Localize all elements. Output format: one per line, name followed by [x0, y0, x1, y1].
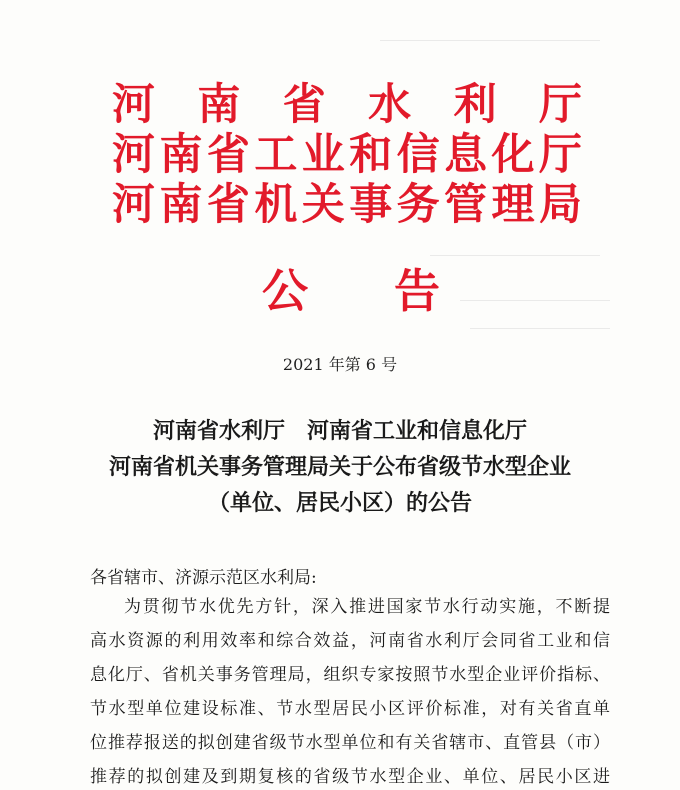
announcement-title-line: （单位、居民小区）的公告	[207, 490, 472, 516]
issuer-char: 事	[349, 180, 393, 230]
issuer-char: 务	[396, 180, 440, 230]
bleed-through-line	[430, 255, 600, 256]
body-text-line: 位推荐报送的拟创建省级节水型单位和有关省辖市、直管县（市）	[90, 733, 610, 753]
announcement-title-line: 河南省水利厅 河南省工业和信息化厅	[152, 418, 527, 444]
document-number: 2021 年第 6 号	[282, 355, 398, 374]
issuer-char: 局	[538, 180, 582, 230]
bleed-through-line	[470, 328, 610, 329]
body-text-line: 推荐的拟创建及到期复核的省级节水型企业、单位、居民小区进	[90, 767, 610, 787]
issuer-char: 厅	[538, 130, 582, 180]
issuer-char: 理	[491, 180, 535, 230]
issuer-char: 省	[206, 130, 250, 180]
salutation: 各省辖市、济源示范区水利局:	[90, 568, 317, 588]
issuer-char: 信	[396, 130, 440, 180]
body-text-line: 节水型单位建设标准、节水型居民小区评价标准，对有关省直单	[90, 699, 610, 719]
issuer-line-industry-it	[112, 132, 582, 178]
issuer-line-office-affairs	[112, 182, 582, 228]
doc-type-char: 公	[262, 264, 308, 318]
issuer-char: 河	[112, 80, 155, 130]
issuer-char: 河	[112, 180, 155, 230]
issuer-char: 管	[444, 180, 488, 230]
issuer-char: 化	[491, 130, 535, 180]
issuer-char: 息	[444, 130, 488, 180]
bleed-through-line	[380, 40, 600, 41]
issuer-char: 和	[349, 130, 393, 180]
issuer-char: 工	[254, 130, 298, 180]
issuer-char: 业	[301, 130, 345, 180]
issuer-char: 南	[159, 180, 203, 230]
doc-type-char: 告	[394, 264, 440, 318]
body-text-line: 息化厅、省机关事务管理局，组织专家按照节水型企业评价指标、	[90, 665, 610, 685]
issuer-char: 南	[159, 130, 203, 180]
issuer-char: 利	[453, 80, 497, 130]
body-text-line: 高水资源的利用效率和综合效益，河南省水利厅会同省工业和信	[90, 631, 610, 651]
issuer-char: 厅	[538, 80, 582, 130]
issuer-char: 省	[282, 80, 326, 130]
issuer-char: 机	[254, 180, 298, 230]
issuer-line-water-resources	[112, 82, 582, 128]
document-type-heading	[262, 266, 440, 316]
bleed-through-line	[460, 300, 610, 301]
issuer-char: 河	[112, 130, 155, 180]
announcement-title-line: 河南省机关事务管理局关于公布省级节水型企业	[108, 454, 571, 480]
issuer-char: 水	[368, 80, 412, 130]
body-text-line: 为贯彻节水优先方针，深入推进国家节水行动实施，不断提	[124, 597, 610, 617]
issuer-char: 关	[301, 180, 345, 230]
issuer-char: 省	[206, 180, 250, 230]
issuer-char: 南	[197, 80, 241, 130]
